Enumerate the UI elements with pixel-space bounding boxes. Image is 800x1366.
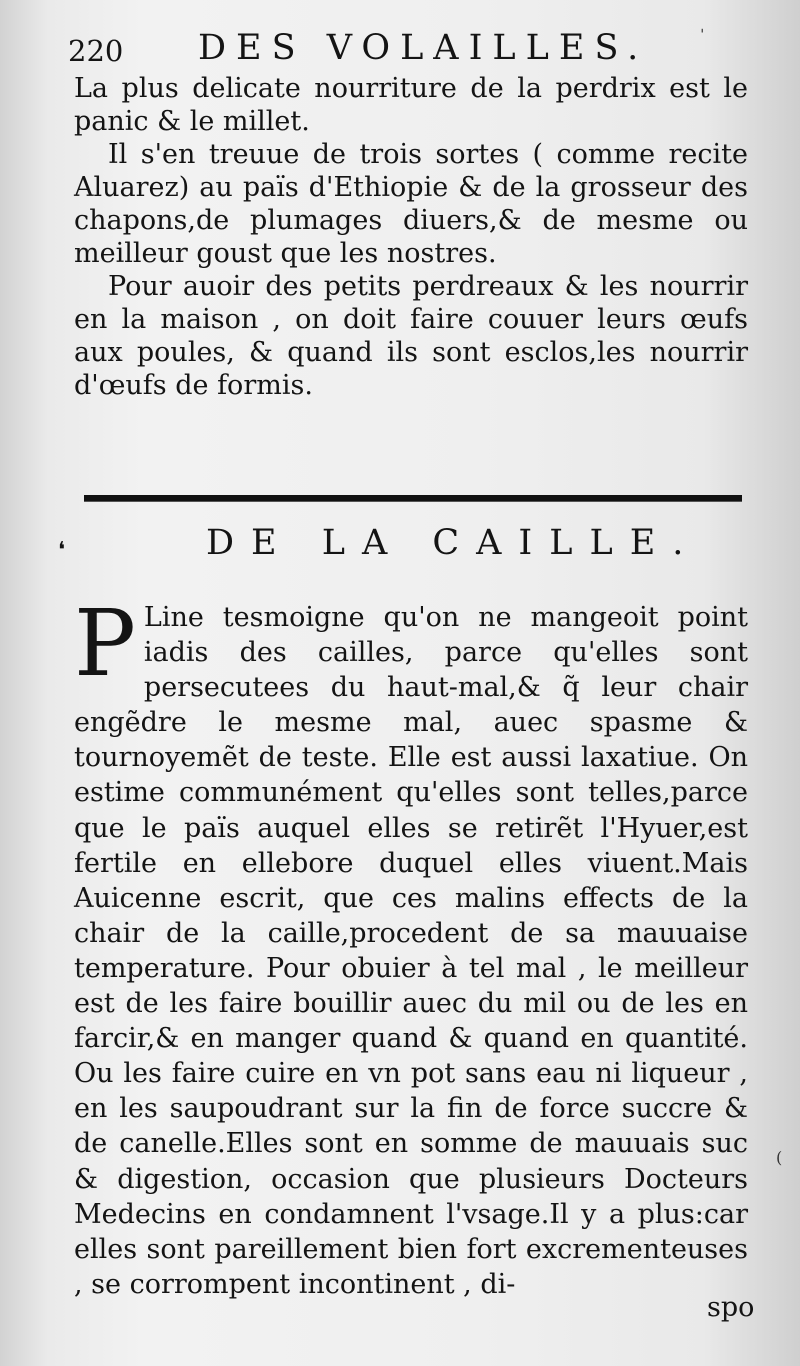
- section-title: DE LA CAILLE.: [206, 523, 701, 563]
- paragraph: La plus delicate nourriture de la perdrix est le panic & le millet.: [74, 73, 748, 137]
- ink-speck: ˈ: [700, 26, 705, 45]
- paragraph: Il s'en treuue de trois sortes ( comme recite Aluarez) au païs d'Ethiopie & de la grosseur des chapons,de plumages diuers,& de mesme ou meilleur goust que les nostres.: [74, 139, 748, 269]
- section-text-block: [74, 590, 748, 1302]
- top-text-block: [74, 72, 748, 402]
- drop-cap: P: [74, 590, 136, 697]
- paragraph: Pour auoir des petits perdreaux & les nourrir en la maison , on doit faire couuer leurs œufs aux poules, & quand ils sont esclos,les nourrir d'œufs de formis.: [74, 271, 748, 401]
- ink-speck: (: [776, 1148, 783, 1167]
- page-header: [68, 22, 748, 66]
- section-divider-rule: [84, 495, 742, 502]
- section-paragraph: Line tesmoigne qu'on ne mangeoit point iadis des cailles, parce qu'elles sont persecutees du haut-mal,& q̃ leur chair engẽdre le mesme mal, auec spasme & tournoyemẽt de teste. Elle est aussi laxatiue. On estime communément qu'elles sont telles,parce que le païs auquel elles se retirẽt l'Hyuer,est fertile en ellebore duquel elles viuent.Mais Auicenne escrit, que ces malins effects de la chair de la caille,procedent de sa mauuaise temperature. Pour obuier à tel mal , le meilleur est de les faire bouillir auec du mil ou de les en farcir,& en manger quand & quand en quantité. Ou les faire cuire en vn pot sans eau ni liqueur , en les saupoudrant sur la fin de force succre & de canelle.Elles sont en somme de mauuais suc & digestion, occasion que plusieurs Docteurs Medecins en condamnent l'vsage.Il y a plus:car elles sont pareillement bien fort excrementeuses , se corrompent incontinent , di-: [74, 602, 748, 1300]
- running-title: DES VOLAILLES.: [198, 28, 649, 68]
- page-number: 220: [68, 34, 124, 68]
- catchword: spo: [707, 1292, 755, 1323]
- margin-mark: ❛: [58, 538, 66, 563]
